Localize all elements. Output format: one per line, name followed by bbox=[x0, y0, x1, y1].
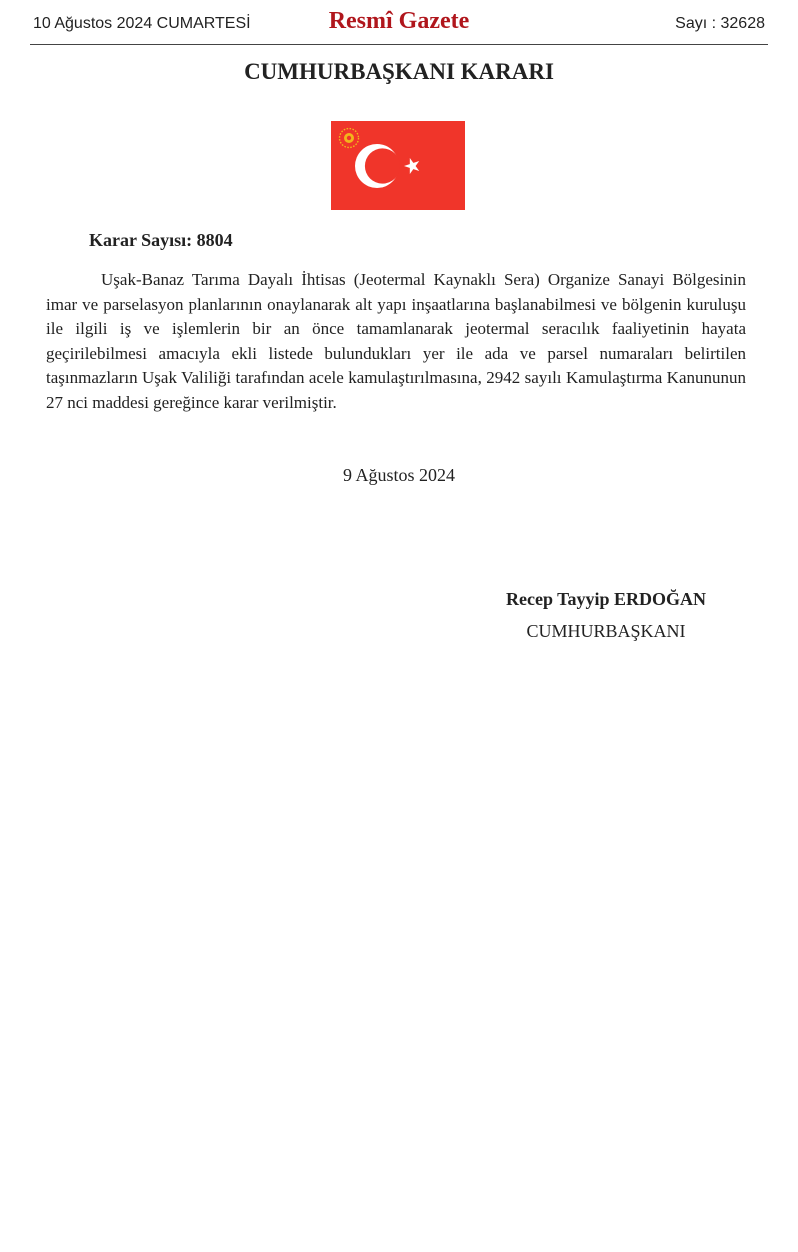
gazette-date: 10 Ağustos 2024 CUMARTESİ bbox=[33, 15, 251, 32]
turkish-flag-icon bbox=[331, 121, 465, 210]
signer-name: Recep Tayyip ERDOĞAN bbox=[505, 589, 707, 609]
decision-body-paragraph: Uşak-Banaz Tarıma Dayalı İhtisas (Jeotermal Kaynaklı Sera) Organize Sanayi Bölgesinin imar ve parselasyon planlarının onaylanarak alt yapı inşaatlarına başlanabilmesi ve bölgenin kuruluşu ile ilgili iş ve işlemlerin bir an önce tamamlanarak jeotermal seracılık faaliyetinin hayata geçirilebilmesi amacıyla ekli listede bulundukları yer ile ada ve parsel numaraları belirtilen taşınmazların Uşak Valiliği tarafından acele kamulaştırılmasına, 2942 sayılı Kamulaştırma Kanununun 27 nci maddesi gereğince karar verilmiştir. bbox=[46, 270, 746, 412]
signer-title: CUMHURBAŞKANI bbox=[526, 621, 686, 641]
decision-number: Karar Sayısı: 8804 bbox=[89, 230, 233, 250]
gazette-masthead: Resmî Gazete bbox=[328, 8, 470, 34]
decision-date: 9 Ağustos 2024 bbox=[342, 465, 456, 485]
header-divider bbox=[30, 44, 768, 45]
gazette-issue-number: Sayı : 32628 bbox=[675, 15, 765, 32]
document-title: CUMHURBAŞKANI KARARI bbox=[244, 59, 554, 84]
